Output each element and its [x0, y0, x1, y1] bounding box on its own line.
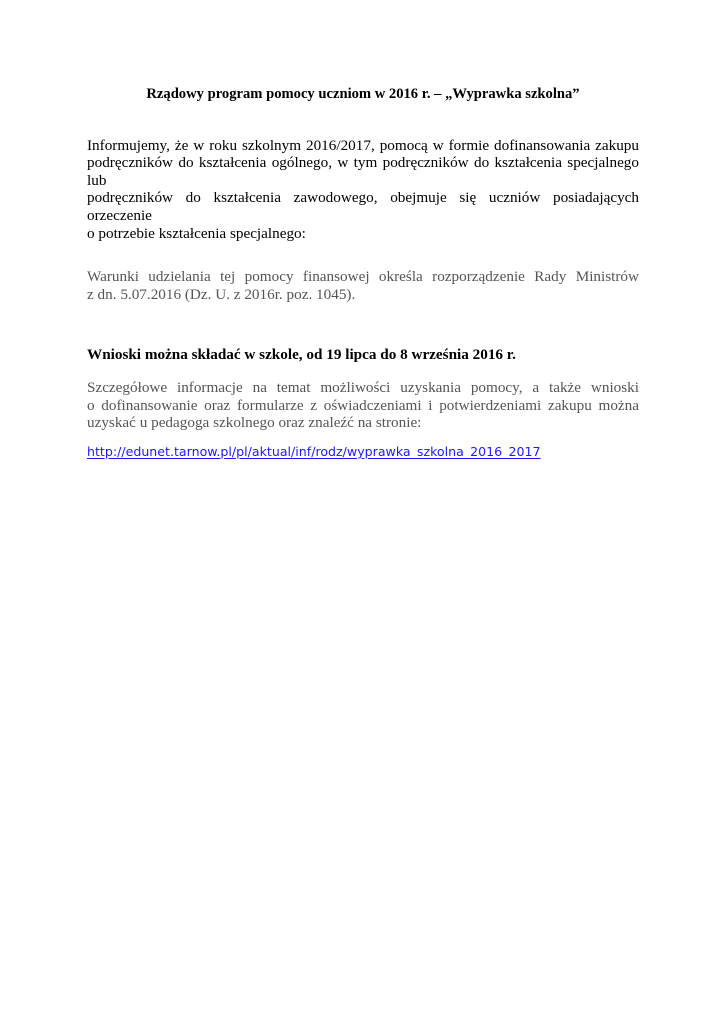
intro-line: podręczników do kształcenia ogólnego, w tym podręczników do kształcenia specjalnego lub [87, 154, 639, 189]
intro-paragraph [87, 137, 639, 243]
details-line: o dofinansowanie oraz formularze z oświadczeniami i potwierdzeniami zakupu można [87, 396, 639, 414]
intro-line: Informujemy, że w roku szkolnym 2016/2017, pomocą w formie dofinansowania zakupu [87, 136, 639, 154]
wyprawka-info-link[interactable]: http://edunet.tarnow.pl/pl/aktual/inf/rodz/wyprawka_szkolna_2016_2017 [87, 443, 541, 459]
page-title: Rządowy program pomocy uczniom w 2016 r. – „Wyprawka szkolna” [146, 86, 580, 102]
conditions-line: Warunki udzielania tej pomocy finansowej określa rozporządzenie Rady Ministrów [87, 268, 639, 286]
details-line: uzyskać u pedagoga szkolnego oraz znaleźć na stronie: [87, 414, 422, 432]
intro-line: o potrzebie kształcenia specjalnego: [87, 224, 306, 242]
details-paragraph [87, 379, 639, 432]
link-paragraph [87, 443, 639, 461]
conditions-paragraph [87, 268, 639, 303]
intro-line: podręczników do kształcenia zawodowego, obejmuje się uczniów posiadających orzeczenie [87, 189, 639, 224]
details-line: Szczegółowe informacje na temat możliwości uzyskania pomocy, a także wnioski [87, 378, 639, 396]
conditions-line: z dn. 5.07.2016 (Dz. U. z 2016r. poz. 1045). [87, 285, 356, 303]
deadline-heading: Wnioski można składać w szkole, od 19 lipca do 8 września 2016 r. [87, 346, 516, 364]
document-content [87, 86, 639, 460]
